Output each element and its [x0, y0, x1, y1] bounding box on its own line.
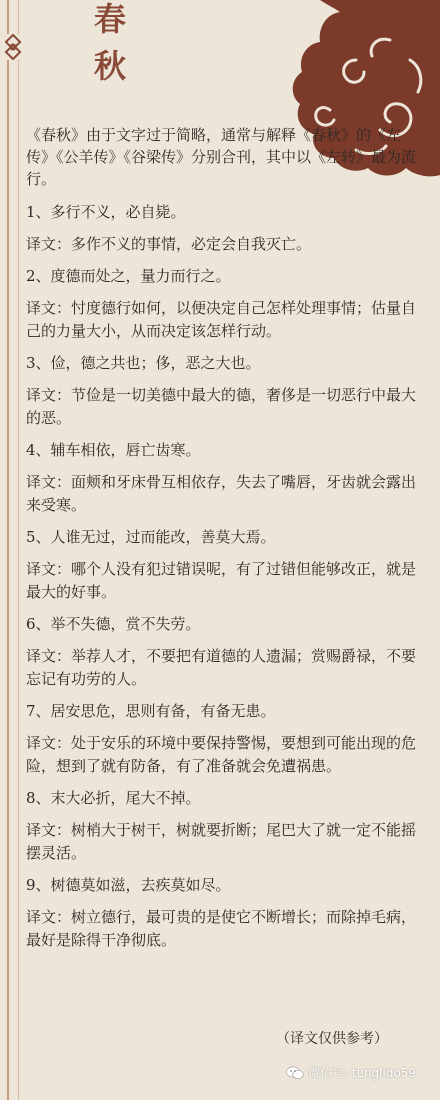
title-char-2: 秋 — [93, 47, 126, 85]
intro-paragraph: 《春秋》由于文字过于简略，通常与解释《春秋》的《左传》《公羊传》《谷梁传》分别合刊，其中以《左转》最为流行。 — [26, 126, 417, 188]
watermark — [286, 1064, 416, 1081]
quote-text: 6、举不失德，赏不失劳。 — [26, 615, 201, 633]
quote-text: 4、辅车相依，唇亡齿寒。 — [26, 441, 201, 459]
translation-text: 译文：多作不义的事情，必定会自我灭亡。 — [26, 235, 312, 253]
quote-text: 7、居安思危，思则有备，有备无患。 — [26, 702, 276, 720]
watermark-text: 微信号: tenglido59 — [308, 1066, 417, 1080]
quote-text: 9、树德莫如滋，去疾莫如尽。 — [26, 876, 231, 894]
list-item — [26, 873, 422, 952]
knot-ornament-icon — [0, 34, 26, 60]
quote-text: 1、多行不义，必自毙。 — [26, 203, 186, 221]
translation-text: 译文：节俭是一切美德中最大的德，奢侈是一切恶行中最大的恶。 — [26, 386, 417, 427]
list-item — [26, 699, 422, 778]
translation-text: 译文：面颊和牙床骨互相依存，失去了嘴唇，牙齿就会露出来受寒。 — [26, 473, 417, 514]
quote-text: 8、末大必折，尾大不掉。 — [26, 789, 201, 807]
list-item — [26, 525, 422, 604]
list-item — [26, 786, 422, 865]
article-body — [26, 124, 422, 952]
list-item — [26, 264, 422, 343]
translation-text: 译文：举荐人才，不要把有道德的人遗漏；赏赐爵禄，不要忘记有功劳的人。 — [26, 647, 417, 688]
list-item — [26, 351, 422, 430]
quote-text: 3、俭，德之共也；侈，恶之大也。 — [26, 354, 261, 372]
translation-text: 译文：树立德行，最可贵的是使它不断增长；而除掉毛病，最好是除得干净彻底。 — [26, 908, 417, 949]
translation-text: 译文：树梢大于树干，树就要折断；尾巴大了就一定不能摇摆灵活。 — [26, 821, 417, 862]
left-border — [7, 0, 19, 1100]
title-char-1: 春 — [93, 0, 126, 38]
footer-note: （译文仅供参考） — [276, 1031, 388, 1047]
translation-text: 译文：处于安乐的环境中要保持警惕，要想到可能出现的危险，想到了就有防备，有了准备就会免遭祸患。 — [26, 734, 417, 775]
quote-text: 5、人谁无过，过而能改，善莫大焉。 — [26, 528, 276, 546]
translation-text: 译文：忖度德行如何，以便决定自己怎样处理事情；估量自己的力量大小，从而决定该怎样行动。 — [26, 299, 417, 340]
list-item — [26, 438, 422, 517]
list-item — [26, 612, 422, 691]
wechat-icon — [286, 1066, 304, 1080]
quote-text: 2、度德而处之，量力而行之。 — [26, 267, 231, 285]
translation-text: 译文：哪个人没有犯过错误呢，有了过错但能够改正，就是最大的好事。 — [26, 560, 417, 601]
list-item — [26, 200, 422, 256]
